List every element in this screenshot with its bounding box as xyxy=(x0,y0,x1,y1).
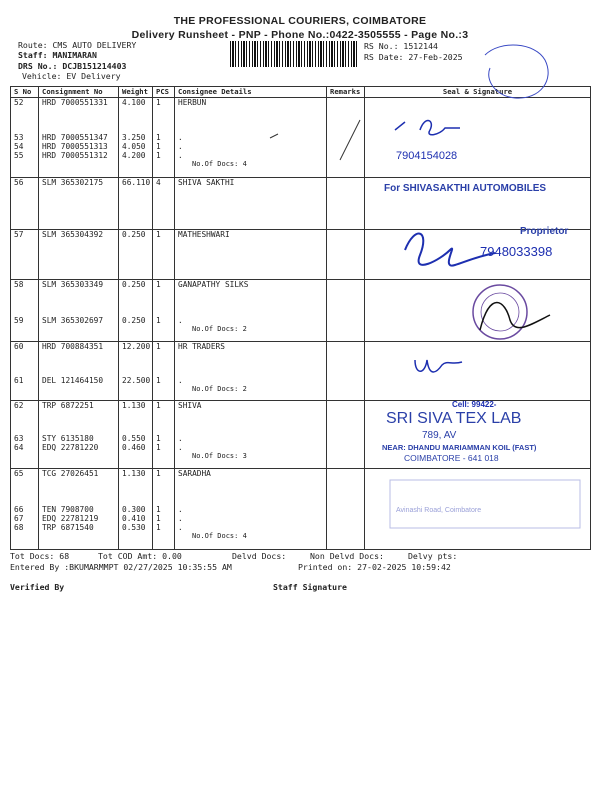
weight: 4.050 xyxy=(122,142,146,151)
consignee-name: SHIVA SAKTHI xyxy=(178,178,235,187)
consignment-no: SLM 365302175 xyxy=(42,178,104,187)
table-row: 65 66 67 68 TCG 27026451 TEN 7908700 EDQ 22781219 TRP 6871540 1.130 0.300 0.410 0.530 1 1 1 1 SARADHA . . . No.Of Docs: 4 xyxy=(11,469,591,550)
sno: 66 xyxy=(14,505,24,514)
docs-count: No.Of Docs: 4 xyxy=(192,160,247,168)
sno: 67 xyxy=(14,514,24,523)
printed-on: Printed on: 27-02-2025 10:59:42 xyxy=(298,562,451,572)
sno: 56 xyxy=(14,178,24,187)
vehicle: Vehicle: EV Delivery xyxy=(22,71,121,81)
weight: 0.410 xyxy=(122,514,146,523)
consignment-no: HRD 700884351 xyxy=(42,342,104,351)
pcs: 1 xyxy=(156,342,161,351)
col-header: Seal & Signature xyxy=(365,87,591,98)
weight: 4.200 xyxy=(122,151,146,160)
pen-doodle-icon xyxy=(485,45,548,98)
pcs: 1 xyxy=(156,505,161,514)
stamp-sivatex-city: COIMBATORE - 641 018 xyxy=(404,453,499,463)
weight: 0.250 xyxy=(122,316,146,325)
sno: 58 xyxy=(14,280,24,289)
consignee-name: SHIVA xyxy=(178,401,202,410)
rs-number: RS No.: 1512144 xyxy=(364,41,438,51)
consignment-no: TRP 6871540 xyxy=(42,523,94,532)
col-header: Weight xyxy=(119,87,153,98)
signature-icon xyxy=(480,303,550,331)
pcs: 1 xyxy=(156,434,161,443)
sno: 61 xyxy=(14,376,24,385)
consignment-no: SLM 365302697 xyxy=(42,316,104,325)
stamp-sivatex-address: 789, AV xyxy=(422,430,457,441)
col-header: PCS xyxy=(153,87,175,98)
consignee-name: HERBUN xyxy=(178,98,207,107)
consignment-no: TEN 7908700 xyxy=(42,505,94,514)
consignment-no: EDQ 22781220 xyxy=(42,443,99,452)
consignee-name: HR TRADERS xyxy=(178,342,225,351)
stamp-shivasakthi: For SHIVASAKTHI AUTOMOBILES xyxy=(384,183,547,194)
pcs: 4 xyxy=(156,178,161,187)
pcs: 1 xyxy=(156,142,161,151)
weight: 66.110 xyxy=(122,178,151,187)
weight: 12.200 xyxy=(122,342,151,351)
consignment-no: HRD 7000551331 xyxy=(42,98,108,107)
pcs: 1 xyxy=(156,151,161,160)
handwritten-phone: 7948033398 xyxy=(480,244,553,259)
stamp-sivatex: SRI SIVA TEX LAB xyxy=(386,410,522,427)
stamp-proprietor: Proprietor xyxy=(520,226,569,237)
weight: 0.300 xyxy=(122,505,146,514)
total-cod: Tot COD Amt: 0.00 xyxy=(98,551,182,561)
col-header: S No xyxy=(11,87,39,98)
consignment-no: TRP 6872251 xyxy=(42,401,94,410)
pcs: 1 xyxy=(156,469,161,478)
delivered-docs: Delvd Docs: xyxy=(232,551,287,561)
signature-icon xyxy=(415,360,462,372)
sno: 65 xyxy=(14,469,24,478)
handwritten-phone: 7904154028 xyxy=(396,150,458,162)
consignment-no: EDQ 22781219 xyxy=(42,514,99,523)
consignment-no: SLM 365303349 xyxy=(42,280,104,289)
col-header: Remarks xyxy=(327,87,365,98)
sno: 57 xyxy=(14,230,24,239)
consignment-no: DEL 121464150 xyxy=(42,376,104,385)
staff: Staff: MANIMARAN xyxy=(18,50,97,60)
pcs: 1 xyxy=(156,316,161,325)
weight: 1.130 xyxy=(122,401,146,410)
sno: 53 xyxy=(14,133,24,142)
rs-date: RS Date: 27-Feb-2025 xyxy=(364,52,463,62)
consignment-no: STY 6135180 xyxy=(42,434,94,443)
weight: 0.250 xyxy=(122,280,146,289)
pcs: 1 xyxy=(156,280,161,289)
consignee-name: MATHESHWARI xyxy=(178,230,230,239)
delivery-points: Delvy pts: xyxy=(408,551,458,561)
docs-count: No.Of Docs: 3 xyxy=(192,452,247,460)
staff-signature: Staff Signature xyxy=(273,582,347,592)
pcs: 1 xyxy=(156,514,161,523)
weight: 0.460 xyxy=(122,443,146,452)
docs-count: No.Of Docs: 2 xyxy=(192,325,247,333)
pcs: 1 xyxy=(156,230,161,239)
sno: 63 xyxy=(14,434,24,443)
consignment-no: HRD 7000551347 xyxy=(42,133,108,142)
consignee-name: SARADHA xyxy=(178,469,211,478)
weight: 22.500 xyxy=(122,376,151,385)
sno: 60 xyxy=(14,342,24,351)
sno: 62 xyxy=(14,401,24,410)
weight: 4.100 xyxy=(122,98,146,107)
consignment-no: TCG 27026451 xyxy=(42,469,99,478)
stamp-sivatex-near: NEAR: DHANDU MARIAMMAN KOIL (FAST) xyxy=(382,443,537,452)
weight: 0.550 xyxy=(122,434,146,443)
sno: 64 xyxy=(14,443,24,452)
consignment-no: HRD 7000551313 xyxy=(42,142,108,151)
weight: 3.250 xyxy=(122,133,146,142)
consignment-no: SLM 365304392 xyxy=(42,230,104,239)
total-docs: Tot Docs: 68 xyxy=(10,551,70,561)
entered-by: Entered By :BKUMARMMPT 02/27/2025 10:35:55 AM xyxy=(10,562,232,572)
sno: 59 xyxy=(14,316,24,325)
col-header: Consignment No xyxy=(39,87,119,98)
sno: 54 xyxy=(14,142,24,151)
weight: 1.130 xyxy=(122,469,146,478)
docs-count: No.Of Docs: 2 xyxy=(192,385,247,393)
pcs: 1 xyxy=(156,443,161,452)
non-delivered-docs: Non Delvd Docs: xyxy=(310,551,384,561)
consignment-no: HRD 7000551312 xyxy=(42,151,108,160)
table-row: 60 61 HRD 700884351 DEL 121464150 12.200 22.500 1 1 HR TRADERS . No.Of Docs: 2 xyxy=(11,342,591,401)
weight: 0.250 xyxy=(122,230,146,239)
table-row: 52 53 54 55 HRD 7000551331 HRD 7000551347 HRD 7000551313 HRD 7000551312 4.100 3.250 4.050 4.200 1 1 1 1 HERBUN . . . No.Of Docs: 4 xyxy=(11,98,591,178)
table-row: 58 59 SLM 365303349 SLM 365302697 0.250 0.250 1 1 GANAPATHY SILKS . No.Of Docs: 2 xyxy=(11,280,591,342)
pcs: 1 xyxy=(156,401,161,410)
consignee-name: GANAPATHY SILKS xyxy=(178,280,249,289)
pcs: 1 xyxy=(156,133,161,142)
route: Route: CMS AUTO DELIVERY xyxy=(18,40,137,50)
pcs: 1 xyxy=(156,98,161,107)
signature-icon xyxy=(395,121,460,135)
col-header: Consignee Details xyxy=(175,87,327,98)
sno: 52 xyxy=(14,98,24,107)
table-row: 62 63 64 TRP 6872251 STY 6135180 EDQ 22781220 1.130 0.550 0.460 1 1 1 SHIVA . . No.Of Docs: 3 xyxy=(11,401,591,469)
docs-count: No.Of Docs: 4 xyxy=(192,532,247,540)
faded-stamp-icon xyxy=(390,480,580,528)
faded-stamp-text: Avinashi Road, Coimbatore xyxy=(396,507,482,514)
stamp-cell: Cell: 99422- xyxy=(452,400,497,409)
company-name: THE PROFESSIONAL COURIERS, COIMBATORE xyxy=(173,15,427,27)
runsheet-title: Delivery Runsheet - PNP - Phone No.:0422-3505555 - Page No.:3 xyxy=(131,29,469,41)
pcs: 1 xyxy=(156,376,161,385)
drs-number: DRS No.: DCJB151214403 xyxy=(18,61,127,71)
weight: 0.530 xyxy=(122,523,146,532)
sno: 68 xyxy=(14,523,24,532)
sno: 55 xyxy=(14,151,24,160)
verified-by: Verified By xyxy=(10,582,65,592)
pcs: 1 xyxy=(156,523,161,532)
